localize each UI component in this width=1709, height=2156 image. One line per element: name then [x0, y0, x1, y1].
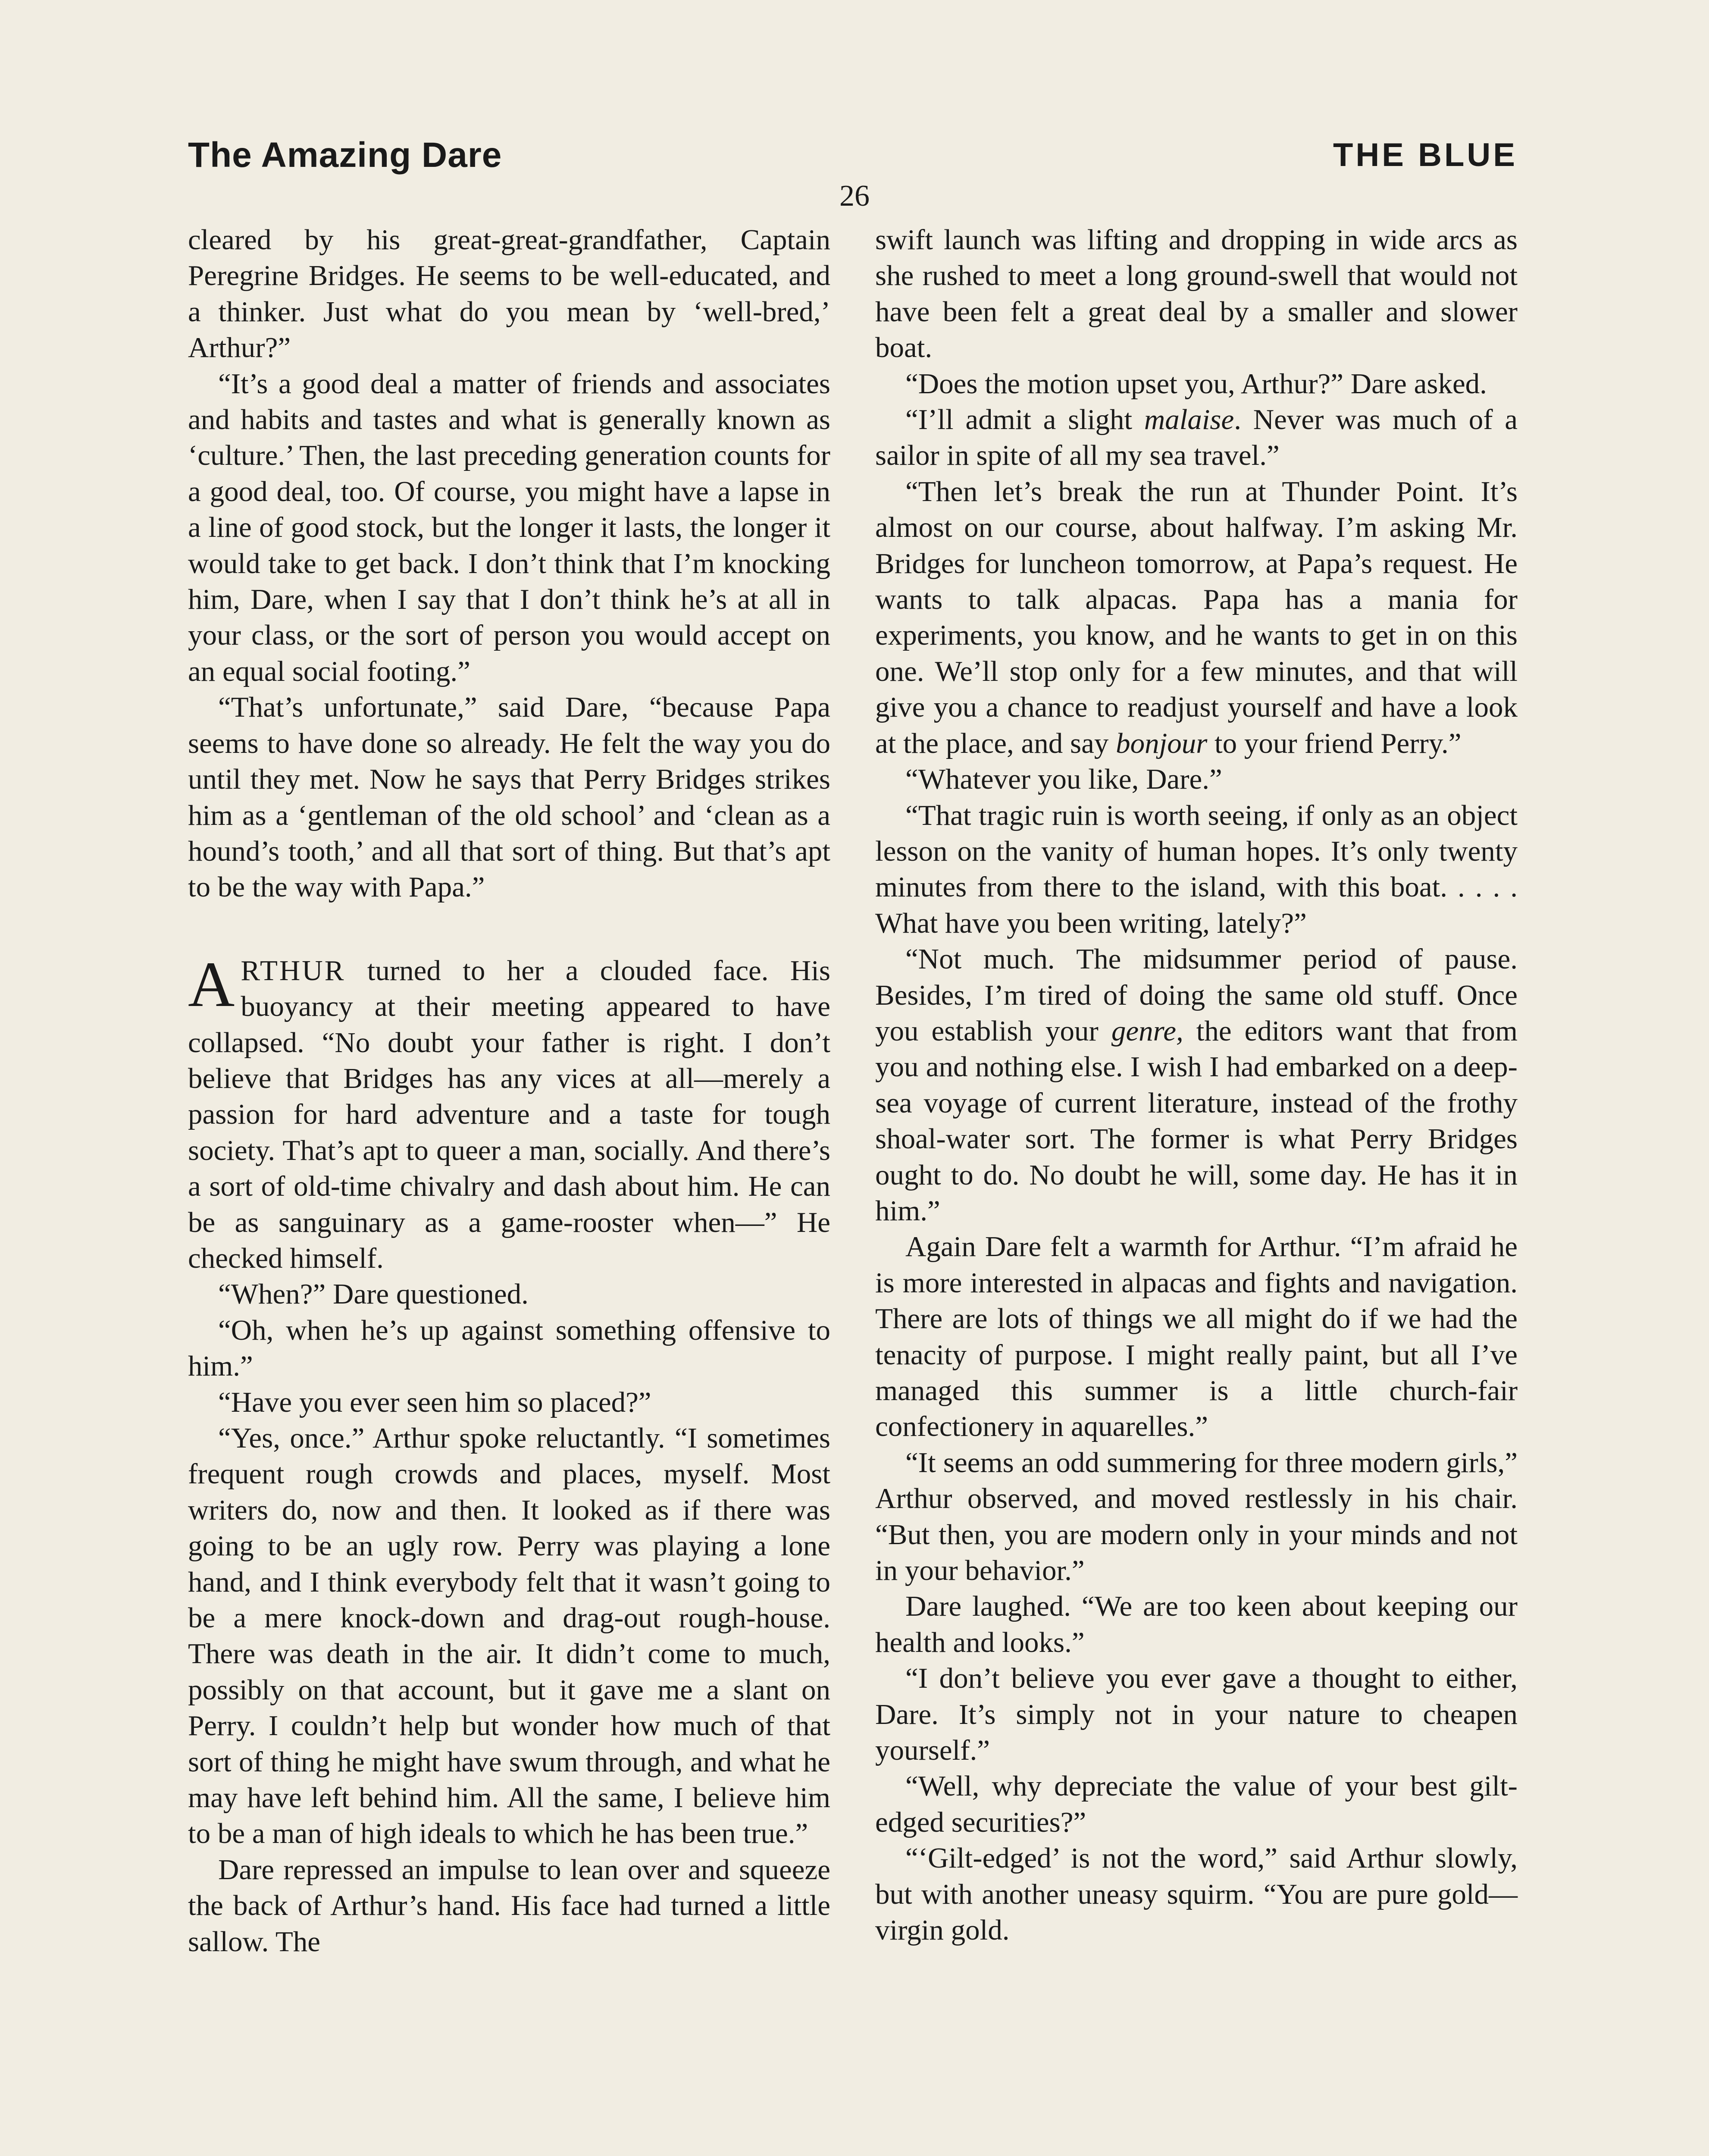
paragraph: “Well, why depreciate the value of your best gilt-edged securities?” — [875, 1770, 1518, 1838]
paragraph: swift launch was lifting and dropping in wide arcs as she rushed to meet a long ground-swell that would not have been felt a great deal by a smaller and slower boat. — [875, 224, 1518, 364]
section-continuation-text: His buoyancy at their meeting appeared to have collapsed. “No doubt your father is right. I don’t believe that Bridges has any vices at all—merely a passion for hard adventure and a taste for tough society. That’s apt to queer a man, socially. And there’s a sort of old-time chivalry and dash about him. He can be as sanguinary as a game-rooster when—” He checked himself. — [188, 954, 830, 1274]
paragraph-genre — [875, 941, 1518, 1229]
story-title: The Amazing Dare — [188, 135, 502, 175]
paragraph: cleared by his great-great-grandfather, Captain Peregrine Bridges. He seems to be well-educated, and a thinker. Just what do you mean by ‘well-bred,’ Arthur?” — [188, 224, 830, 364]
paragraph: Dare repressed an impulse to lean over and squeeze the back of Arthur’s hand. His face had turned a little sallow. The — [188, 1853, 830, 1958]
text-segment: the editors want that from you and nothing else. I wish I had embarked on a deep-sea voyage of current literature, instead of the frothy shoal-water sort. The former is what Perry Bridges ought to do. No doubt he will, some day. He has it in him.” — [875, 1015, 1518, 1227]
drop-cap: A — [188, 948, 235, 1020]
paragraph: “Whatever you like, Dare.” — [905, 763, 1222, 796]
section-opening-paragraph — [188, 948, 830, 1277]
paragraph: “I don’t believe you ever gave a thought to either, Dare. It’s simply not in your nature to cheapen yourself.” — [875, 1662, 1518, 1767]
italic-word: bonjour — [1116, 727, 1208, 759]
paragraph: Dare laughed. “We are too keen about keeping our health and looks.” — [875, 1590, 1518, 1658]
paragraph: “When?” Dare questioned. — [218, 1278, 529, 1310]
paragraph: “That’s unfortunate,” said Dare, “because Papa seems to have done so already. He felt the way you do until they met. Now he says that Perry Bridges strikes him as a ‘gentleman of the old school’ and ‘clean as a hound’s tooth,’ and all that sort of thing. But that’s apt to be the way with Papa.” — [188, 691, 830, 903]
page-number: 26 — [839, 179, 870, 213]
text-segment: “Then let’s break the run at Thunder Point. It’s almost on our course, about halfway. I’m asking Mr. Bridges for luncheon tomorrow, at Papa’s request. He wants to talk alpacas. Papa has a mania for experiments, you know, and he wants to get in on this one. We’ll stop only for a few minutes, and that will give you a chance to readjust yourself and have a look at the place, and say — [875, 475, 1518, 759]
paragraph: “‘Gilt-edged’ is not the word,” said Arthur slowly, but with another uneasy squirm. “You are pure gold—virgin gold. — [875, 1842, 1518, 1946]
italic-word: malaise — [1144, 404, 1234, 436]
section-opening-text: turned to her a clouded face. — [345, 954, 769, 987]
left-column — [188, 222, 830, 1960]
paragraph: “Does the motion upset you, Arthur?” Dare asked. — [905, 367, 1487, 400]
text-segment: “Not much. The midsummer period of pause. Besides, I’m tired of doing the same old stuff. Once you establish your — [875, 943, 1518, 1047]
text-segment: to your friend Perry.” — [1207, 727, 1462, 759]
right-column — [875, 222, 1518, 1949]
paragraph: “Yes, once.” Arthur spoke reluctantly. “I sometimes frequent rough crowds and places, myself. Most writers do, now and then. It looked as if there was going to be an ugly row. Perry was playing a lone hand, and I think everybody felt that it wasn’t going to be a mere knock-down and drag-out rough-house. There was death in the air. It didn’t come to much, possibly on that account, but it gave me a slant on Perry. I couldn’t help but wonder how much of that sort of thing he might have swum through, and what he may have left behind him. All the same, I believe him to be a man of high ideals to which he has been true.” — [188, 1422, 830, 1850]
text-segment: . Never was much of a sailor in spite of all my sea travel.” — [875, 404, 1518, 472]
small-caps-word: RTHUR — [241, 954, 346, 987]
magazine-name: THE BLUE — [1333, 137, 1518, 173]
paragraph: Again Dare felt a warmth for Arthur. “I’m afraid he is more interested in alpacas and fights and navigation. There are lots of things we all might do if we had the tenacity of purpose. I might really paint, but all I’ve managed this summer is a little church-fair confectionery in aquarelles.” — [875, 1231, 1518, 1443]
italic-word: genre, — [1111, 1015, 1183, 1047]
paragraph: “That tragic ruin is worth seeing, if only as an object lesson on the vanity of human hopes. It’s only twenty minutes from there to the island, with this boat. . . . . What have you been writing, lately?” — [875, 799, 1518, 939]
paragraph: “It seems an odd summering for three modern girls,” Arthur observed, and moved restlessly in his chair. “But then, you are modern only in your minds and not in your behavior.” — [875, 1446, 1518, 1587]
text-segment: “I’ll admit a slight — [905, 404, 1144, 436]
paragraph-malaise — [875, 402, 1518, 474]
paragraph-bonjour — [875, 474, 1518, 761]
paragraph: “Have you ever seen him so placed?” — [218, 1386, 651, 1418]
paragraph: “Oh, when he’s up against something offensive to him.” — [188, 1314, 830, 1382]
paragraph: “It’s a good deal a matter of friends and associates and habits and tastes and what is generally known as ‘culture.’ Then, the last preceding generation counts for a good deal, too. Of course, you might have a lapse in a line of good stock, but the longer it lasts, the longer it would take to get back. I don’t think that I’m knocking him, Dare, when I say that I don’t think he’s at all in your class, or the sort of person you would accept on an equal social footing.” — [188, 367, 830, 687]
